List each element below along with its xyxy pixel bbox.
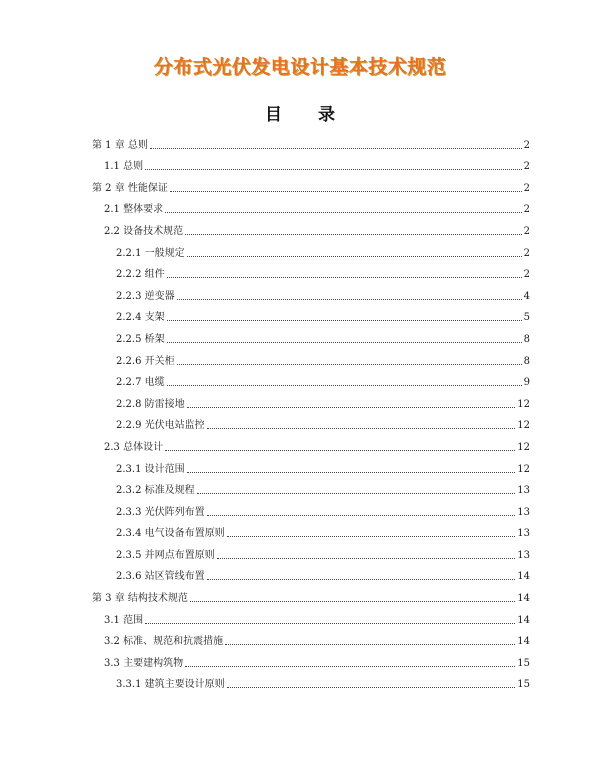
toc-entry-page-number: 14 <box>517 636 530 648</box>
toc-entry[interactable] <box>92 389 530 411</box>
toc-entry-label: 2.2.5 桥架 <box>116 333 165 345</box>
toc-entry-label: 2.3.4 电气设备布置原则 <box>116 528 225 540</box>
toc-dot-leader <box>145 623 515 624</box>
toc-entry[interactable] <box>92 368 530 390</box>
toc-entry-label: 3.3 主要建构筑物 <box>104 657 184 669</box>
toc-entry-label: 2.2.6 开关柜 <box>116 355 175 367</box>
toc-entry[interactable] <box>92 648 530 670</box>
toc-entry[interactable] <box>92 238 530 260</box>
toc-entry[interactable] <box>92 324 530 346</box>
toc-entry-page-number: 2 <box>523 225 530 237</box>
toc-entry-page-number: 13 <box>517 485 530 497</box>
toc-dot-leader <box>177 364 522 365</box>
toc-entry[interactable] <box>92 130 530 152</box>
toc-entry-label: 2.3.6 站区管线布置 <box>116 571 205 583</box>
toc-entry-label: 2.2.9 光伏电站监控 <box>116 420 205 432</box>
toc-dot-leader <box>207 515 516 516</box>
toc-entry[interactable] <box>92 497 530 519</box>
toc-entry-label: 2.2.4 支架 <box>116 312 165 324</box>
toc-entry[interactable] <box>92 173 530 195</box>
toc-entry[interactable] <box>92 346 530 368</box>
toc-entry-page-number: 15 <box>517 679 530 691</box>
toc-dot-leader <box>187 256 522 257</box>
toc-entry[interactable] <box>92 260 530 282</box>
toc-entry-page-number: 2 <box>523 161 530 173</box>
toc-entry-page-number: 9 <box>523 377 530 389</box>
toc-dot-leader <box>177 299 522 300</box>
toc-entry[interactable] <box>92 476 530 498</box>
toc-entry[interactable] <box>92 195 530 217</box>
toc-entry-page-number: 12 <box>517 398 530 410</box>
toc-entry[interactable] <box>92 303 530 325</box>
toc-entry-page-number: 4 <box>523 290 530 302</box>
toc-dot-leader <box>207 428 516 429</box>
toc-dot-leader <box>225 644 515 645</box>
toc-entry-label: 2.3.1 设计范围 <box>116 463 185 475</box>
toc-entry-page-number: 8 <box>523 333 530 345</box>
toc-entry-page-number: 5 <box>523 312 530 324</box>
toc-heading <box>0 100 600 125</box>
toc-entry-page-number: 14 <box>517 571 530 583</box>
toc-entry-label: 2.2.2 组件 <box>116 269 165 281</box>
toc-dot-leader <box>197 493 516 494</box>
toc-dot-leader <box>167 277 522 278</box>
toc-entry-label: 2.1 整体要求 <box>104 204 164 216</box>
toc-entry-page-number: 2 <box>523 182 530 194</box>
toc-entry[interactable] <box>92 454 530 476</box>
toc-heading-char-2: 录 <box>318 105 335 125</box>
toc-entry-page-number: 14 <box>517 614 530 626</box>
toc-entry[interactable] <box>92 411 530 433</box>
toc-entry-label: 2.2.3 逆变器 <box>116 290 175 302</box>
toc-dot-leader <box>190 601 515 602</box>
toc-dot-leader <box>167 320 522 321</box>
toc-dot-leader <box>187 472 516 473</box>
toc-entry-label: 2.2 设备技术规范 <box>104 225 184 237</box>
document-title: 分布式光伏发电设计基本技术规范 <box>153 56 447 78</box>
toc-entry-label: 2.2.7 电缆 <box>116 377 165 389</box>
toc-entry-page-number: 14 <box>517 593 530 605</box>
toc-entry-label: 第 2 章 性能保证 <box>92 182 168 194</box>
toc-entry-label: 第 1 章 总则 <box>92 139 148 151</box>
toc-entry-page-number: 12 <box>517 463 530 475</box>
toc-entry-label: 3.3.1 建筑主要设计原则 <box>116 679 225 691</box>
toc-entry-label: 第 3 章 结构技术规范 <box>92 593 188 605</box>
toc-entry[interactable] <box>92 216 530 238</box>
toc-entry[interactable] <box>92 627 530 649</box>
toc-entry-page-number: 13 <box>517 528 530 540</box>
toc-entry-page-number: 2 <box>523 247 530 259</box>
toc-entry[interactable] <box>92 519 530 541</box>
toc-entry[interactable] <box>92 540 530 562</box>
toc-entry-page-number: 8 <box>523 355 530 367</box>
toc-entry-label: 2.3.2 标准及规程 <box>116 485 195 497</box>
toc-entry[interactable] <box>92 152 530 174</box>
toc-entry-page-number: 2 <box>523 204 530 216</box>
toc-dot-leader <box>185 666 515 667</box>
toc-entry[interactable] <box>92 432 530 454</box>
toc-dot-leader <box>217 558 516 559</box>
toc-dot-leader <box>227 536 516 537</box>
toc-entry-label: 3.2 标准、规范和抗震措施 <box>104 636 224 648</box>
toc-entry-page-number: 2 <box>523 139 530 151</box>
toc-dot-leader <box>207 579 516 580</box>
toc-entry[interactable] <box>92 605 530 627</box>
toc-entry-label: 2.3.3 光伏阵列布置 <box>116 506 205 518</box>
toc-dot-leader <box>165 212 522 213</box>
toc-dot-leader <box>167 385 522 386</box>
toc-entry-label: 2.2.1 一般规定 <box>116 247 185 259</box>
toc-entry[interactable] <box>92 562 530 584</box>
toc-dot-leader <box>165 450 515 451</box>
toc-entry-page-number: 12 <box>517 420 530 432</box>
toc-entry-page-number: 13 <box>517 506 530 518</box>
toc-entry-label: 2.3 总体设计 <box>104 441 164 453</box>
toc-dot-leader <box>185 234 522 235</box>
toc-entry-page-number: 12 <box>517 441 530 453</box>
toc-dot-leader <box>145 169 522 170</box>
toc-heading-char-1: 目 <box>265 105 282 125</box>
table-of-contents <box>92 130 530 691</box>
toc-entry-label: 1.1 总则 <box>104 161 144 173</box>
toc-entry-page-number: 13 <box>517 549 530 561</box>
toc-entry[interactable] <box>92 583 530 605</box>
toc-dot-leader <box>167 342 522 343</box>
toc-entry-page-number: 2 <box>523 269 530 281</box>
toc-dot-leader <box>150 148 522 149</box>
toc-entry-label: 2.2.8 防雷接地 <box>116 398 185 410</box>
toc-dot-leader <box>187 407 516 408</box>
toc-entry-page-number: 15 <box>517 657 530 669</box>
toc-dot-leader <box>170 191 522 192</box>
toc-entry[interactable] <box>92 670 530 692</box>
toc-dot-leader <box>227 687 516 688</box>
toc-entry[interactable] <box>92 281 530 303</box>
toc-entry-label: 2.3.5 并网点布置原则 <box>116 549 215 561</box>
toc-entry-label: 3.1 范围 <box>104 614 144 626</box>
